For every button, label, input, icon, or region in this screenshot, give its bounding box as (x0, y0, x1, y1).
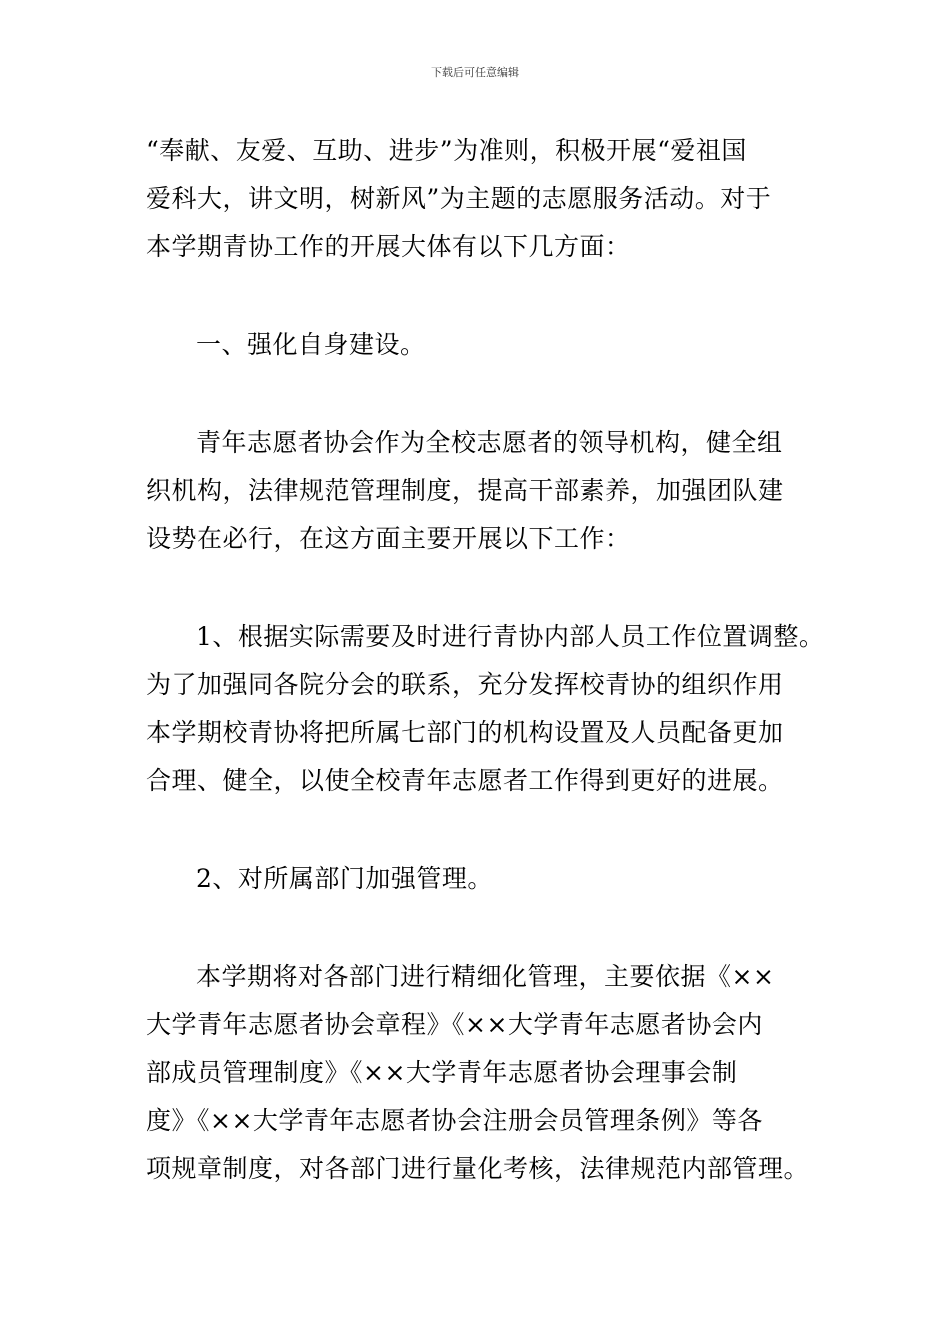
paragraph-item-1 (146, 613, 826, 805)
text-line: 2、对所属部门加强管理。 (196, 864, 493, 893)
paragraph-item-2-heading (146, 855, 826, 903)
text-line: 本学期校青协将把所属七部门的机构设置及人员配备更加 (146, 718, 784, 747)
page-header: 下载后可任意编辑 (431, 66, 519, 79)
document-body (146, 127, 826, 1193)
text-line: 为了加强同各院分会的联系，充分发挥校青协的组织作用 (146, 670, 784, 699)
text-line: 本学期将对各部门进行精细化管理，主要依据《×× (196, 962, 775, 991)
text-line: 大学青年志愿者协会章程》《××大学青年志愿者协会内 (146, 1010, 763, 1039)
text-line: 织机构，法律规范管理制度，提高干部素养，加强团队建 (146, 476, 784, 505)
text-line: 青年志愿者协会作为全校志愿者的领导机构，健全组 (196, 428, 783, 457)
text-line: “奉献、友爱、互助、进步”为准则，积极开展“爱祖国 (146, 136, 747, 165)
text-line: 度》《××大学青年志愿者协会注册会员管理条例》等各 (146, 1106, 763, 1135)
text-line: 设势在必行，在这方面主要开展以下工作： (146, 524, 631, 553)
text-line: 1、根据实际需要及时进行青协内部人员工作位置调整。 (196, 622, 825, 651)
section-heading (146, 321, 826, 369)
text-line: 部成员管理制度》《××大学青年志愿者协会理事会制 (146, 1058, 738, 1087)
text-line: 合理、健全，以使全校青年志愿者工作得到更好的进展。 (146, 766, 784, 795)
paragraph-management (146, 953, 826, 1193)
paragraph-organization (146, 419, 826, 563)
paragraph-intro (146, 127, 826, 271)
text-line: 爱科大，讲文明，树新风”为主题的志愿服务活动。对于 (146, 184, 772, 213)
text-line: 项规章制度，对各部门进行量化考核，法律规范内部管理。 (146, 1154, 810, 1183)
text-line: 本学期青协工作的开展大体有以下几方面： (146, 232, 631, 261)
text-line: 一、强化自身建设。 (196, 330, 426, 359)
